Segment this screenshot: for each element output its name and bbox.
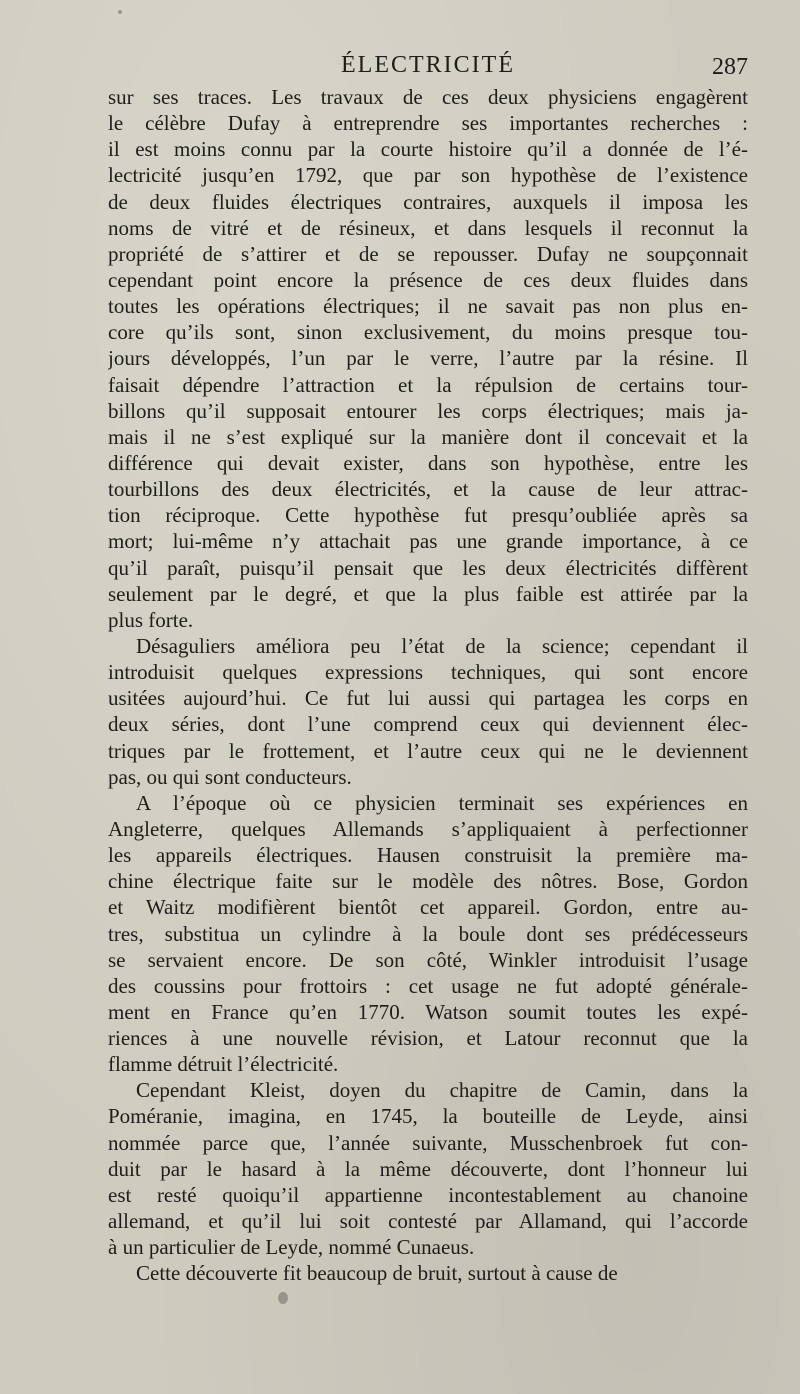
text-line: chine électrique faite sur le modèle des nôtres. Bose, Gordon bbox=[108, 869, 748, 894]
body-text bbox=[108, 84, 748, 1286]
text-line: Cependant Kleist, doyen du chapitre de Camin, dans la bbox=[136, 1078, 748, 1103]
text-line: allemand, et qu’il lui soit contesté par Allamand, qui l’accorde bbox=[108, 1209, 748, 1234]
text-line: core qu’ils sont, sinon exclusivement, du moins presque tou- bbox=[108, 320, 748, 345]
running-head bbox=[108, 52, 748, 84]
text-line: différence qui devait exister, dans son hypothèse, entre les bbox=[108, 450, 748, 475]
text-line: des coussins pour frottoirs : cet usage ne fut adopté générale- bbox=[108, 973, 748, 998]
text-line: plus forte. bbox=[108, 607, 194, 632]
text-line: mort; lui-même n’y attachait pas une grande importance, à ce bbox=[108, 529, 748, 554]
text-line: tres, substitua un cylindre à la boule dont ses prédécesseurs bbox=[108, 921, 748, 946]
text-line: ment en France qu’en 1770. Watson soumit toutes les expé- bbox=[108, 999, 748, 1024]
text-line: cependant point encore la présence de ces deux fluides dans bbox=[108, 267, 748, 292]
text-line: duit par le hasard à la même découverte, dont l’honneur lui bbox=[108, 1156, 748, 1181]
text-line: toutes les opérations électriques; il ne savait pas non plus en- bbox=[108, 294, 748, 319]
text-line: Poméranie, imagina, en 1745, la bouteille de Leyde, ainsi bbox=[108, 1104, 748, 1129]
text-line: est resté quoiqu’il appartienne incontestablement au chanoine bbox=[108, 1182, 748, 1207]
text-line: tourbillons des deux électricités, et la cause de leur attrac- bbox=[108, 477, 748, 502]
text-line: Angleterre, quelques Allemands s’appliquaient à perfectionner bbox=[108, 816, 748, 841]
text-line: lectricité jusqu’en 1792, que par son hypothèse de l’existence bbox=[108, 163, 748, 188]
text-line: introduisit quelques expressions techniques, qui sont encore bbox=[108, 660, 748, 685]
text-line: nommée parce que, l’année suivante, Musschenbroek fut con- bbox=[108, 1130, 748, 1155]
text-line: jours développés, l’un par le verre, l’autre par la résine. Il bbox=[108, 346, 748, 371]
text-line: Désaguliers améliora peu l’état de la science; cependant il bbox=[136, 633, 748, 658]
text-line: à un particulier de Leyde, nommé Cunaeus. bbox=[108, 1235, 475, 1260]
text-line: riences à une nouvelle révision, et Latour reconnut que la bbox=[108, 1026, 748, 1051]
ink-speck bbox=[118, 10, 122, 14]
text-line: noms de vitré et de résineux, et dans lesquels il reconnut la bbox=[108, 215, 748, 240]
text-line: flamme détruit l’électricité. bbox=[108, 1052, 339, 1077]
page-number: 287 bbox=[712, 54, 748, 80]
text-line: et Waitz modifièrent bientôt cet appareil. Gordon, entre au- bbox=[108, 895, 748, 920]
text-line: faisait dépendre l’attraction et la répulsion de certains tour- bbox=[108, 372, 748, 397]
text-line: se servaient encore. De son côté, Winkler introduisit l’usage bbox=[108, 947, 748, 972]
text-line: pas, ou qui sont conducteurs. bbox=[108, 764, 352, 789]
text-line: qu’il paraît, puisqu’il pensait que les deux électricités diffèrent bbox=[108, 555, 748, 580]
text-line: propriété de s’attirer et de se repousser. Dufay ne soupçonnait bbox=[108, 241, 748, 266]
text-line: deux séries, dont l’une comprend ceux qui deviennent élec- bbox=[108, 712, 748, 737]
text-line: sur ses traces. Les travaux de ces deux physiciens engagèrent bbox=[108, 85, 748, 109]
ink-speck bbox=[278, 1292, 288, 1304]
text-line: tion réciproque. Cette hypothèse fut presqu’oubliée après sa bbox=[108, 503, 748, 528]
text-line: usitées aujourd’hui. Ce fut lui aussi qui partagea les corps en bbox=[108, 686, 748, 711]
text-line: Cette découverte fit beaucoup de bruit, surtout à cause de bbox=[136, 1261, 618, 1286]
text-line: de deux fluides électriques contraires, auxquels il imposa les bbox=[108, 189, 748, 214]
text-line: triques par le frottement, et l’autre ceux qui ne le deviennent bbox=[108, 738, 748, 763]
text-line: le célèbre Dufay à entreprendre ses importantes recherches : bbox=[108, 111, 748, 136]
text-line: les appareils électriques. Hausen construisit la première ma- bbox=[108, 843, 748, 868]
text-line: mais il ne s’est expliqué sur la manière dont il concevait et la bbox=[108, 424, 748, 449]
text-line: A l’époque où ce physicien terminait ses expériences en bbox=[136, 790, 748, 815]
page-title: ÉLECTRICITÉ bbox=[341, 52, 515, 78]
text-line: seulement par le degré, et que la plus faible est attirée par la bbox=[108, 581, 748, 606]
text-line: billons qu’il supposait entourer les corps électriques; mais ja- bbox=[108, 398, 748, 423]
text-line: il est moins connu par la courte histoire qu’il a donnée de l’é- bbox=[108, 137, 748, 162]
